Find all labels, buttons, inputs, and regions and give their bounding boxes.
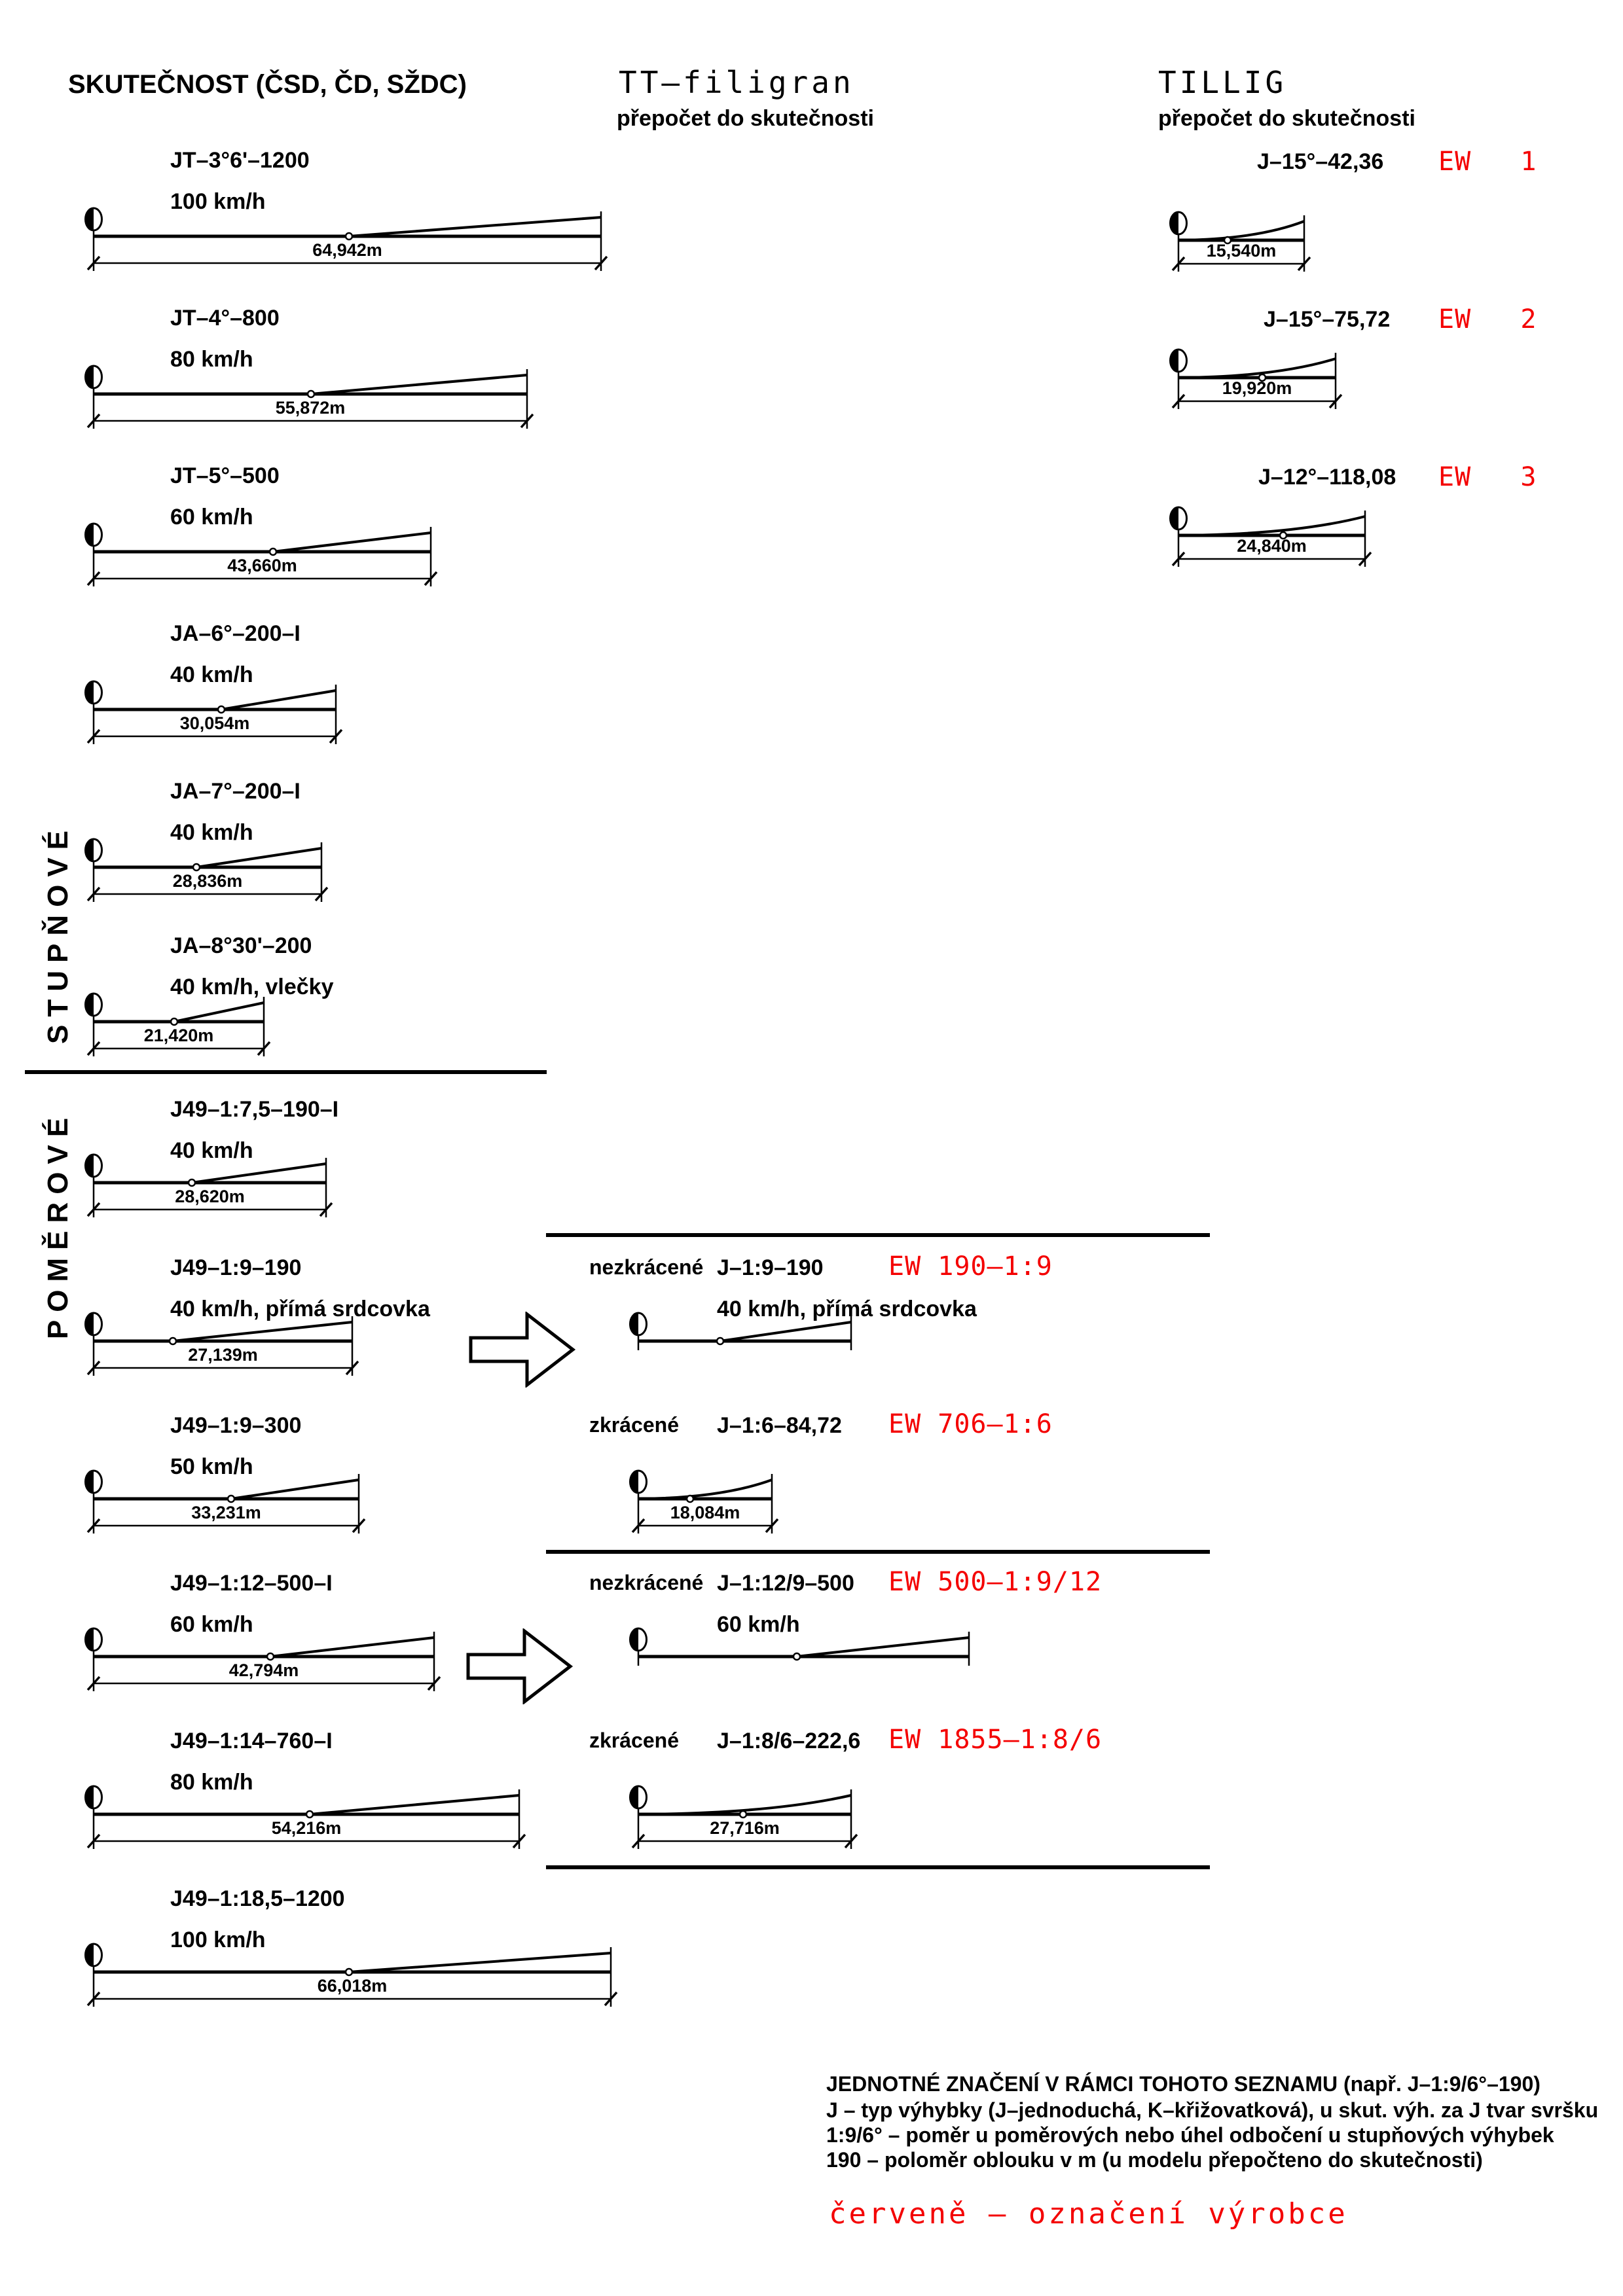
real-item-name: JT–3°6'–1200: [170, 148, 310, 173]
turnout-diagram-real-3: [86, 522, 440, 595]
turnout-diagram-real-8: [86, 1311, 361, 1384]
turnout-length-label: 28,620m: [175, 1187, 245, 1206]
filigran-variant-label: nezkrácené: [589, 1571, 704, 1594]
real-item-speed: 100 km/h: [170, 189, 266, 214]
turnout-diagram-real-11: [86, 1784, 528, 1857]
turnout-length-label: 27,139m: [188, 1345, 258, 1365]
real-item-speed: 40 km/h, přímá srdcovka: [170, 1297, 430, 1321]
turnout-diagram-real-9: [86, 1469, 368, 1542]
turnout-drawing: [630, 1311, 860, 1384]
legend-line-4: 190 – poloměr oblouku v m (u modelu přepočteno do skutečnosti): [826, 2148, 1483, 2172]
filigran-column-subtitle: přepočet do skutečnosti: [617, 106, 874, 131]
turnout-length-label: 54,216m: [271, 1818, 342, 1838]
turnout-length-label: 21,420m: [143, 1026, 214, 1045]
real-item-name: JA–7°–200–I: [170, 779, 301, 804]
real-item-name: J49–1:14–760–I: [170, 1729, 333, 1753]
turnout-length-label: 33,231m: [191, 1503, 261, 1522]
filigran-item-speed: 40 km/h, přímá srdcovka: [717, 1297, 977, 1321]
turnout-diagram-real-6: [86, 992, 273, 1065]
legend-line-1: JEDNOTNÉ ZNAČENÍ V RÁMCI TOHOTO SEZNAMU (např. J–1:9/6°–190): [826, 2072, 1541, 2096]
real-item-speed: 40 km/h, vlečky: [170, 975, 334, 999]
filigran-item-name: J–1:8/6–222,6: [717, 1729, 861, 1753]
turnout-length-label: 24,840m: [1237, 536, 1307, 556]
legend-line-2: J – typ výhybky (J–jednoduchá, K–křižovatková), u skut. výh. za J tvar svršku: [826, 2098, 1599, 2122]
real-column-title: SKUTEČNOST (ČSD, ČD, SŽDC): [68, 70, 467, 99]
real-item-speed: 40 km/h: [170, 662, 253, 687]
real-item-name: JT–4°–800: [170, 306, 280, 331]
filigran-column-title: TT–filigran: [619, 65, 854, 100]
tillig-maker-code: EW 2: [1438, 304, 1537, 334]
turnout-diagram-tillig-2: [1171, 348, 1345, 421]
filigran-maker-code: EW 190–1:9: [888, 1251, 1053, 1282]
real-item-name: JA–6°–200–I: [170, 621, 301, 646]
right-block-arrow-icon: [469, 1312, 576, 1391]
real-item-speed: 40 km/h: [170, 1138, 253, 1163]
real-item-speed: 80 km/h: [170, 1770, 253, 1795]
real-item-speed: 60 km/h: [170, 505, 253, 529]
turnout-length-label: 28,836m: [172, 871, 243, 891]
filigran-item-name: J–1:6–84,72: [717, 1413, 842, 1438]
filigran-maker-code: EW 1855–1:8/6: [888, 1725, 1103, 1755]
divider-filigran-middle: [546, 1550, 1210, 1554]
turnout-diagram-filigran-4: [630, 1784, 860, 1857]
real-item-speed: 100 km/h: [170, 1928, 266, 1952]
real-item-name: JA–8°30'–200: [170, 933, 312, 958]
real-item-speed: 80 km/h: [170, 347, 253, 372]
turnout-length-label: 55,872m: [275, 398, 346, 418]
real-item-speed: 50 km/h: [170, 1454, 253, 1479]
real-item-name: JT–5°–500: [170, 463, 280, 488]
filigran-variant-label: zkrácené: [589, 1413, 679, 1437]
turnout-drawing: [630, 1626, 978, 1700]
tillig-item-name: J–12°–118,08: [1258, 465, 1396, 490]
turnout-diagram-real-7: [86, 1153, 335, 1226]
real-item-name: J49–1:18,5–1200: [170, 1886, 345, 1911]
legend-maker-note: červeně – označení výrobce: [829, 2197, 1348, 2231]
real-item-name: J49–1:9–190: [170, 1255, 302, 1280]
filigran-variant-label: nezkrácené: [589, 1255, 704, 1279]
group-label-stupnove: STUPŇOVÉ: [42, 822, 74, 1045]
group-label-pomerove: POMĚROVÉ: [42, 1109, 74, 1340]
filigran-variant-label: zkrácené: [589, 1729, 679, 1752]
tillig-item-name: J–15°–75,72: [1264, 307, 1391, 332]
real-item-name: J49–1:12–500–I: [170, 1571, 333, 1596]
turnout-diagram-filigran-2: [630, 1469, 781, 1542]
divider-stepped-ratio: [25, 1070, 547, 1074]
real-item-speed: 60 km/h: [170, 1612, 253, 1637]
turnout-diagram-filigran-3: [630, 1626, 978, 1700]
filigran-item-speed: 60 km/h: [717, 1612, 800, 1637]
turnout-diagram-tillig-1: [1171, 210, 1313, 283]
filigran-item-name: J–1:9–190: [717, 1255, 824, 1280]
tillig-column-subtitle: přepočet do skutečnosti: [1158, 106, 1415, 131]
turnout-length-label: 30,054m: [179, 713, 250, 733]
right-block-arrow-icon: [466, 1628, 574, 1708]
turnout-length-label: 19,920m: [1222, 378, 1292, 398]
tillig-maker-code: EW 1: [1438, 147, 1537, 177]
turnout-diagram-real-2: [86, 364, 536, 437]
filigran-maker-code: EW 500–1:9/12: [888, 1567, 1103, 1597]
real-item-speed: 40 km/h: [170, 820, 253, 845]
turnout-diagram-filigran-1: [630, 1311, 860, 1384]
turnout-diagram-real-10: [86, 1626, 443, 1700]
turnout-diagram-real-4: [86, 679, 345, 753]
turnout-length-label: 43,660m: [227, 556, 297, 575]
turnout-diagram-real-12: [86, 1942, 620, 2015]
turnout-length-label: 66,018m: [317, 1976, 388, 1996]
tillig-item-name: J–15°–42,36: [1257, 149, 1384, 174]
turnout-length-label: 18,084m: [670, 1503, 740, 1522]
tillig-maker-code: EW 3: [1438, 462, 1537, 492]
filigran-item-name: J–1:12/9–500: [717, 1571, 854, 1596]
turnout-length-label: 15,540m: [1206, 241, 1277, 260]
filigran-maker-code: EW 706–1:6: [888, 1409, 1053, 1439]
legend-line-3: 1:9/6° – poměr u poměrových nebo úhel odbočení u stupňových výhybek: [826, 2123, 1554, 2147]
divider-filigran-top: [546, 1233, 1210, 1237]
turnout-length-label: 42,794m: [228, 1660, 299, 1680]
turnout-length-label: 64,942m: [312, 240, 382, 260]
real-item-name: J49–1:9–300: [170, 1413, 302, 1438]
turnout-length-label: 27,716m: [710, 1818, 780, 1838]
real-item-name: J49–1:7,5–190–I: [170, 1097, 339, 1122]
divider-filigran-bottom: [546, 1865, 1210, 1869]
turnout-diagram-real-5: [86, 837, 331, 910]
turnout-diagram-tillig-3: [1171, 505, 1374, 579]
tillig-column-title: TILLIG: [1158, 65, 1287, 100]
turnout-diagram-real-1: [86, 206, 610, 279]
